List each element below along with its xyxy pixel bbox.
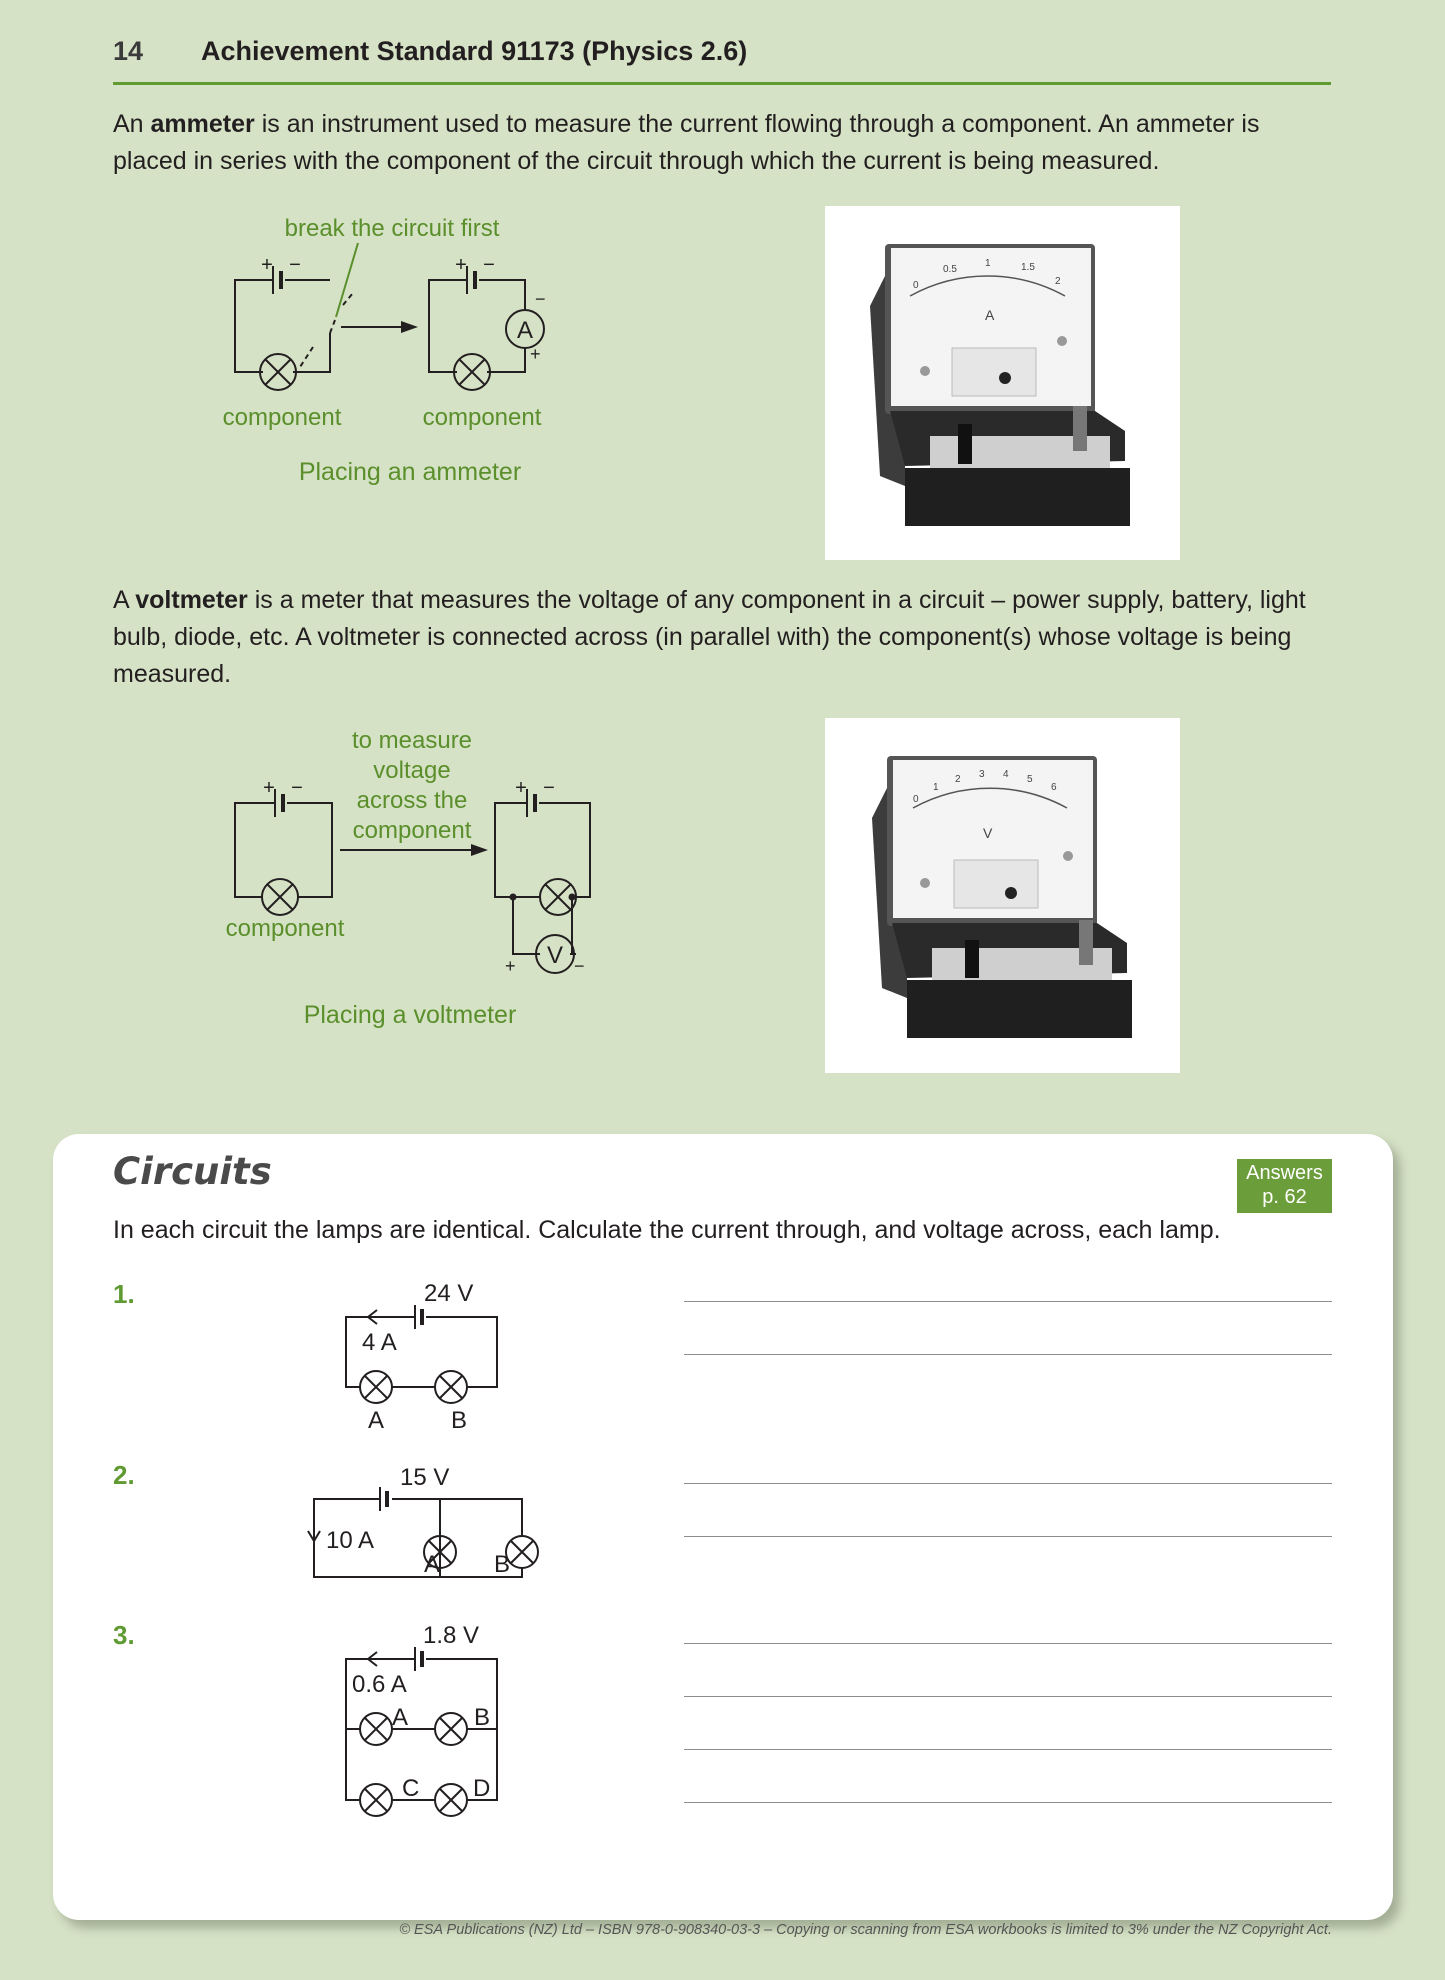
answer-line[interactable] [684,1301,1332,1302]
svg-text:10 A: 10 A [326,1527,375,1554]
svg-text:C: C [402,1775,420,1802]
svg-text:3: 3 [979,769,985,780]
svg-text:1.5: 1.5 [1021,262,1035,273]
svg-text:1: 1 [933,782,939,793]
component-label-left: component [222,404,342,431]
question-number: 1. [113,1279,135,1309]
svg-text:V: V [983,825,993,841]
copyright-footer: © ESA Publications (NZ) Ltd – ISBN 978-0-908340-03-3 – Copying or scanning from ESA workbooks is limited to 3% under the NZ Copyright Act. [399,1922,1332,1938]
voltmeter-term: voltmeter [135,586,248,614]
svg-text:A: A [392,1704,409,1731]
voltmeter-photo [825,718,1180,1073]
ammeter-caption: Placing an ammeter [298,458,522,486]
answer-line[interactable] [684,1536,1332,1537]
svg-text:−: − [289,254,301,276]
circuit-diagram-3 [330,1615,530,1820]
svg-text:0: 0 [913,280,919,291]
ammeter-note: break the circuit first [284,215,500,242]
svg-text:6: 6 [1051,782,1057,793]
voltmeter-paragraph: A voltmeter is a meter that measures the voltage of any component in a circuit – power supply, battery, light bulb, diode, etc. A voltmeter is connected across (in parallel with) the component(s) whose voltage is being measured. [113,586,1306,688]
svg-text:−: − [574,956,585,976]
svg-text:+: + [530,344,541,364]
header-title: Achievement Standard 91173 (Physics 2.6) [201,36,748,66]
svg-text:B: B [474,1704,491,1731]
svg-text:4 A: 4 A [362,1329,397,1356]
svg-text:B: B [494,1551,511,1578]
voltmeter-illustration [825,718,1180,1073]
svg-text:2: 2 [955,774,961,785]
svg-text:−: − [291,777,303,799]
svg-text:1.8 V: 1.8 V [423,1622,480,1649]
svg-text:0.6 A: 0.6 A [352,1671,407,1698]
ammeter-photo [825,206,1180,560]
answer-line[interactable] [684,1354,1332,1355]
svg-text:−: − [483,254,495,276]
voltmeter-diagram [205,722,615,982]
svg-text:−: − [543,777,555,799]
circuits-instructions: In each circuit the lamps are identical. Calculate the current through, and voltage across, each lamp. [113,1216,1221,1244]
ammeter-diagram [205,205,575,445]
answer-line[interactable] [684,1696,1332,1697]
svg-text:2: 2 [1055,276,1061,287]
component-label: component [225,915,345,942]
component-label-right: component [422,404,542,431]
answer-line[interactable] [684,1643,1332,1644]
svg-text:0.5: 0.5 [943,264,957,275]
svg-text:+: + [263,777,275,799]
svg-text:24 V: 24 V [424,1280,474,1307]
voltmeter-symbol: V [546,942,564,969]
svg-text:15 V: 15 V [400,1464,450,1491]
svg-text:+: + [455,254,467,276]
answer-line[interactable] [684,1802,1332,1803]
svg-text:to measure: to measure [351,727,473,754]
svg-text:A: A [424,1551,441,1578]
svg-text:1: 1 [985,258,991,269]
question-number: 3. [113,1620,135,1650]
circuit-diagram-2 [300,1455,550,1585]
ammeter-term: ammeter [150,110,255,138]
question-number: 2. [113,1460,135,1490]
svg-text:+: + [261,254,273,276]
svg-text:across the: across the [356,787,468,814]
ammeter-paragraph: An ammeter is an instrument used to measure the current flowing through a component. An ammeter is placed in series with the component of the circuit through which the current is being measured. [113,110,1260,175]
svg-text:+: + [515,777,527,799]
ammeter-illustration [825,206,1180,560]
ammeter-symbol: A [516,317,534,344]
page-header [113,30,1331,85]
svg-text:A: A [367,1407,385,1434]
answer-line[interactable] [684,1483,1332,1484]
answers-badge[interactable]: Answers p. 62 [1237,1159,1332,1213]
svg-text:5: 5 [1027,774,1033,785]
svg-text:+: + [505,956,516,976]
svg-text:D: D [473,1775,491,1802]
svg-text:−: − [535,289,546,309]
svg-text:4: 4 [1003,769,1009,780]
voltmeter-caption: Placing a voltmeter [303,1001,517,1029]
page-number: 14 [113,36,144,66]
svg-text:0: 0 [913,794,919,805]
svg-text:B: B [450,1407,468,1434]
svg-text:component: component [352,817,472,844]
svg-text:voltage: voltage [373,757,451,784]
svg-text:A: A [985,307,995,323]
circuits-title: Circuits [113,1150,272,1193]
circuit-diagram-1 [330,1274,530,1439]
answer-line[interactable] [684,1749,1332,1750]
